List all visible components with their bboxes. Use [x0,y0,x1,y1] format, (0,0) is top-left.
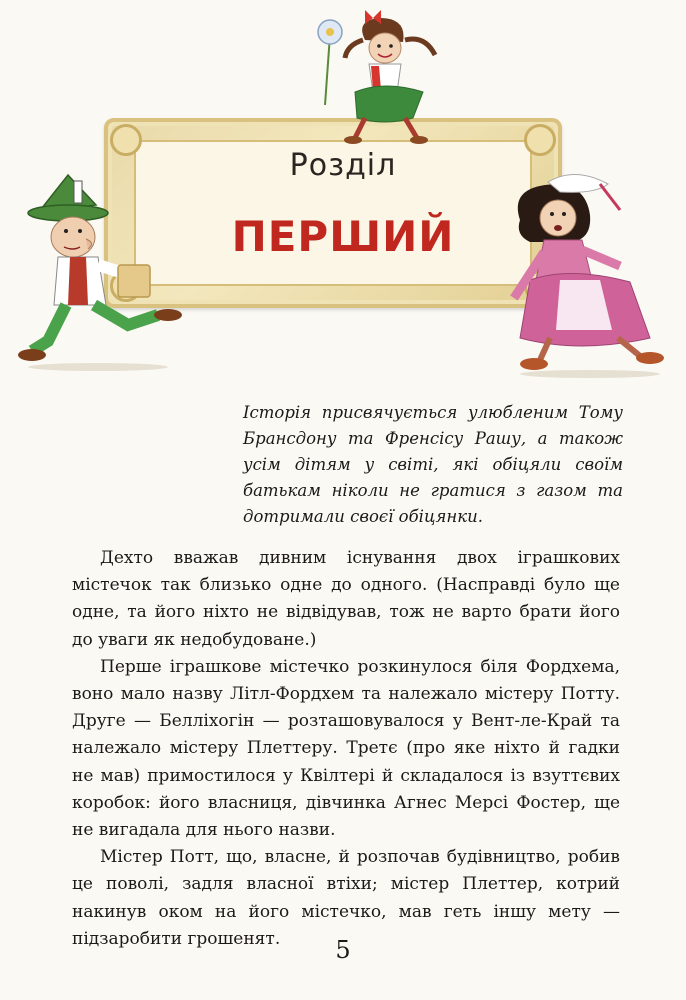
chapter-body [72,545,620,953]
paragraph: Дехто вважав дивним існування двох іграшкових містечок так близько одне до одного. (Насправді було ще одне, та його ніхто не відвідував, тож не варто брати його до уваги як недобудоване.) [72,548,620,650]
girl-illustration [285,10,455,150]
woman-in-pink-illustration [500,170,680,380]
epigraph-dedication: Історія присвячується улюбленим Тому Брансдону та Френсісу Рашу, а також усім дітям у світі, які обіцяли своїм батькам ніколи не гратися з газом та дотримали своєї обіцянки. [243,403,623,526]
paragraph: Містер Потт, що, власне, й розпочав будівництво, робив це поволі, задля власної втіхи; містер Плеттер, котрий накинув оком на його містечко, мав геть іншу мету — підзаробити грошенят. [72,847,620,949]
man-in-hat-illustration [18,165,198,375]
page-number: 5 [335,936,351,964]
chapter-title: ПЕРШИЙ [231,212,455,261]
paragraph: Перше іграшкове містечко розкинулося біля Фордхема, воно мало назву Літл-Фордхем та належало містеру Потту. Друге — Белліхогін — розташовувалося у Вент-ле-Край та належало містеру Плеттеру. Третє (про яке ніхто й гадки не мав) примостилося у Квілтері й складалося із взуттєвих коробок: його власниця, дівчинка Агнес Мерсі Фостер, ще не вигадала для нього назви. [72,656,620,841]
chapter-label: Розділ [289,148,397,183]
